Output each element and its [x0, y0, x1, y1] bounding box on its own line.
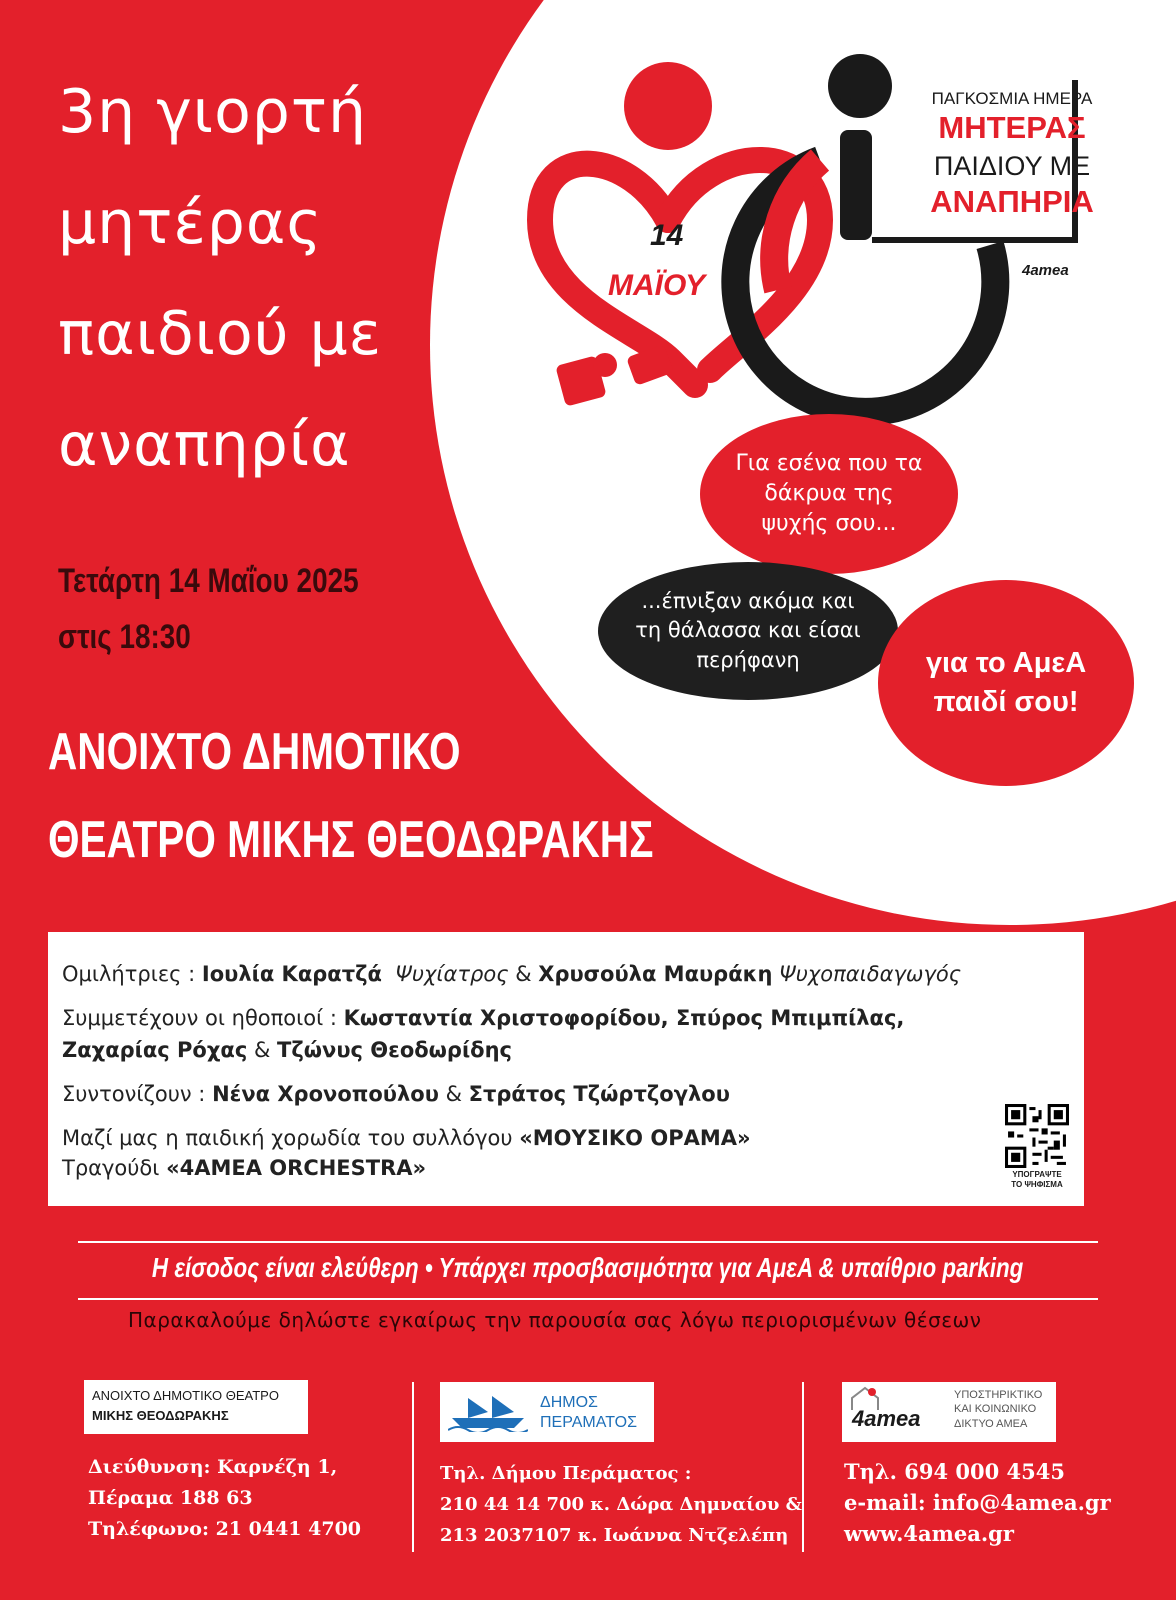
- speakers-label: Ομιλήτριες :: [62, 962, 202, 986]
- theatre-logo-line-1: ΑΝΟΙΧΤΟ ΔΗΜΟΤΙΚΟ ΘΕΑΤΡΟ: [92, 1388, 279, 1403]
- theatre-contact: [88, 1452, 361, 1545]
- bubble-top-text: Για εσένα που τα δάκρυα της ψυχής σου...: [735, 451, 923, 536]
- bubble-right-text: για το ΑμεΑ παιδί σου!: [925, 646, 1087, 718]
- logo-line-1: ΠΑΓΚΟΣΜΙΑ ΗΜΕΡΑ: [931, 89, 1093, 108]
- bottom-rule: [78, 1298, 1098, 1300]
- qr-caption: [990, 1170, 1084, 1189]
- municipality-contact: [440, 1458, 802, 1551]
- logo-line-2: ΜΗΤΕΡΑΣ: [938, 110, 1086, 145]
- bubble-middle: [598, 562, 898, 700]
- amea-tagline-2: ΚΑΙ ΚΟΙΝΩΝΙΚΟ: [954, 1403, 1037, 1416]
- title-line-4: αναπηρία: [58, 410, 351, 480]
- coordinators-line: [62, 1082, 730, 1106]
- title-line-3: παιδιού με: [58, 299, 383, 369]
- logo-line-4: ΑΝΑΠΗΡΙΑ: [930, 184, 1094, 219]
- qr-caption-1: ΥΠΟΓΡΑΨΤΕ: [1012, 1170, 1062, 1179]
- logo-line-3: ΠΑΙΔΙΟΥ ΜΕ: [933, 151, 1091, 181]
- coordinator-2: Στράτος Τζώρτζογλου: [468, 1082, 730, 1106]
- song-name: «4AMEA ORCHESTRA»: [166, 1156, 427, 1180]
- logo-day: 14: [650, 219, 684, 252]
- footer-separator-2: [802, 1382, 804, 1552]
- amea-tagline-3: ΔΙΚΤΥΟ ΑΜΕΑ: [954, 1417, 1028, 1430]
- black-head-icon: [828, 54, 892, 118]
- logo-brand: 4amea: [1022, 262, 1069, 279]
- amea-phone: Τηλ. 694 000 4545: [844, 1459, 1065, 1484]
- top-rule: [78, 1241, 1098, 1243]
- municipality-logo-box: [440, 1382, 654, 1442]
- actors-names-1: Κωσταντία Χριστοφορίδου, Σπύρος Μπιμπίλας,: [343, 1006, 905, 1030]
- theatre-phone: Τηλέφωνο: 21 0441 4700: [88, 1518, 362, 1540]
- theatre-address-2: Πέραμα 188 63: [88, 1487, 253, 1509]
- coordinator-1: Νένα Χρονοπούλου: [212, 1082, 439, 1106]
- municipality-phone-1: 210 44 14 700 κ. Δώρα Δημναίου &: [440, 1494, 802, 1515]
- speaker-2: Χρυσούλα Μαυράκη: [538, 962, 773, 986]
- municipality-phone-2: 213 2037107 κ. Ιωάννα Ντζελέπη: [440, 1525, 789, 1546]
- amea-tagline: [954, 1388, 1042, 1431]
- event-date: Τετάρτη 14 Μαΐου 2025: [58, 562, 359, 600]
- title-line-1: 3η γιορτή: [58, 77, 368, 147]
- municipality-line-1: ΔΗΜΟΣ: [540, 1394, 598, 1411]
- choir-prefix: Μαζί μας η παιδική χορωδία του συλλόγου: [62, 1126, 520, 1150]
- actors-line-2: [62, 1038, 512, 1062]
- ship-icon: [448, 1392, 528, 1432]
- amp-3: &: [445, 1082, 462, 1106]
- venue-line-2: ΘΕΑΤΡΟ ΜΙΚΗΣ ΘΕΟΔΩΡΑΚΗΣ: [48, 811, 654, 869]
- qr-caption-2: ΤΟ ΨΗΦΙΣΜΑ: [1011, 1179, 1063, 1189]
- title-line-2: μητέρας: [58, 188, 323, 258]
- amea-logo-box: [842, 1382, 1056, 1442]
- red-head-icon: [624, 62, 712, 150]
- bubble-middle-text: ...έπνιξαν ακόμα και τη θάλασσα και είσαι περήφανη: [635, 588, 861, 672]
- free-entry-text: Η είσοδος είναι ελεύθερη • Υπάρχει προσβασιμότητα για ΑμεΑ & υπαίθριο parking: [152, 1252, 1024, 1283]
- please-note-text: Παρακαλούμε δηλώστε εγκαίρως την παρουσία σας λόγω περιορισμένων θέσεων: [128, 1308, 982, 1332]
- theatre-logo-line-2: ΜΙΚΗΣ ΘΕΟΔΩΡΑΚΗΣ: [92, 1408, 229, 1423]
- venue-line-1: ΑΝΟΙΧΤΟ ΔΗΜΟΤΙΚΟ: [48, 723, 461, 781]
- choir-line: [62, 1126, 751, 1150]
- coordinators-label: Συντονίζουν :: [62, 1082, 213, 1106]
- song-prefix: Τραγούδι: [62, 1156, 167, 1180]
- bubble-top: [700, 414, 958, 574]
- amea-brand: 4amea: [852, 1406, 921, 1431]
- municipality-phone-label: Τηλ. Δήμου Περάματος :: [440, 1463, 692, 1484]
- qr-code-icon[interactable]: [1005, 1104, 1069, 1168]
- speaker-1-role: Ψυχίατρος: [395, 962, 509, 986]
- logo-month: ΜΑΪΟΥ: [608, 269, 706, 302]
- choir-name: «ΜΟΥΣΙΚΟ ΟΡΑΜΑ»: [519, 1126, 751, 1150]
- amea-website-link[interactable]: www.4amea.gr: [844, 1521, 1014, 1546]
- black-body-icon: [840, 130, 872, 240]
- amea-tagline-1: ΥΠΟΣΤΗΡΙΚΤΙΚΟ: [954, 1389, 1043, 1401]
- speakers-line: [62, 962, 961, 986]
- municipality-line-2: ΠΕΡΑΜΑΤΟΣ: [540, 1414, 638, 1431]
- amp-2: &: [253, 1038, 271, 1062]
- amp-1: &: [515, 962, 532, 986]
- info-box: [48, 932, 1084, 1206]
- amea-email-link[interactable]: e-mail: info@4amea.gr: [844, 1490, 1111, 1515]
- speaker-2-role: Ψυχοπαιδαγωγός: [779, 962, 962, 986]
- theatre-logo-box: [84, 1380, 308, 1434]
- bubble-right: [878, 580, 1134, 786]
- actor-3: Ζαχαρίας Ρόχας: [62, 1038, 248, 1062]
- event-time: στις 18:30: [58, 618, 191, 656]
- actor-4: Τζώνυς Θεοδωρίδης: [277, 1038, 512, 1062]
- speaker-1: Ιουλία Καρατζά: [201, 962, 382, 986]
- actors-label: Συμμετέχουν οι ηθοποιοί :: [62, 1006, 344, 1030]
- amea-contact: [844, 1456, 1111, 1549]
- footer-separator-1: [412, 1382, 414, 1552]
- actors-line-1: [62, 1006, 904, 1030]
- song-line: [62, 1156, 426, 1180]
- theatre-address-1: Διεύθυνση: Καρνέζη 1,: [88, 1456, 338, 1478]
